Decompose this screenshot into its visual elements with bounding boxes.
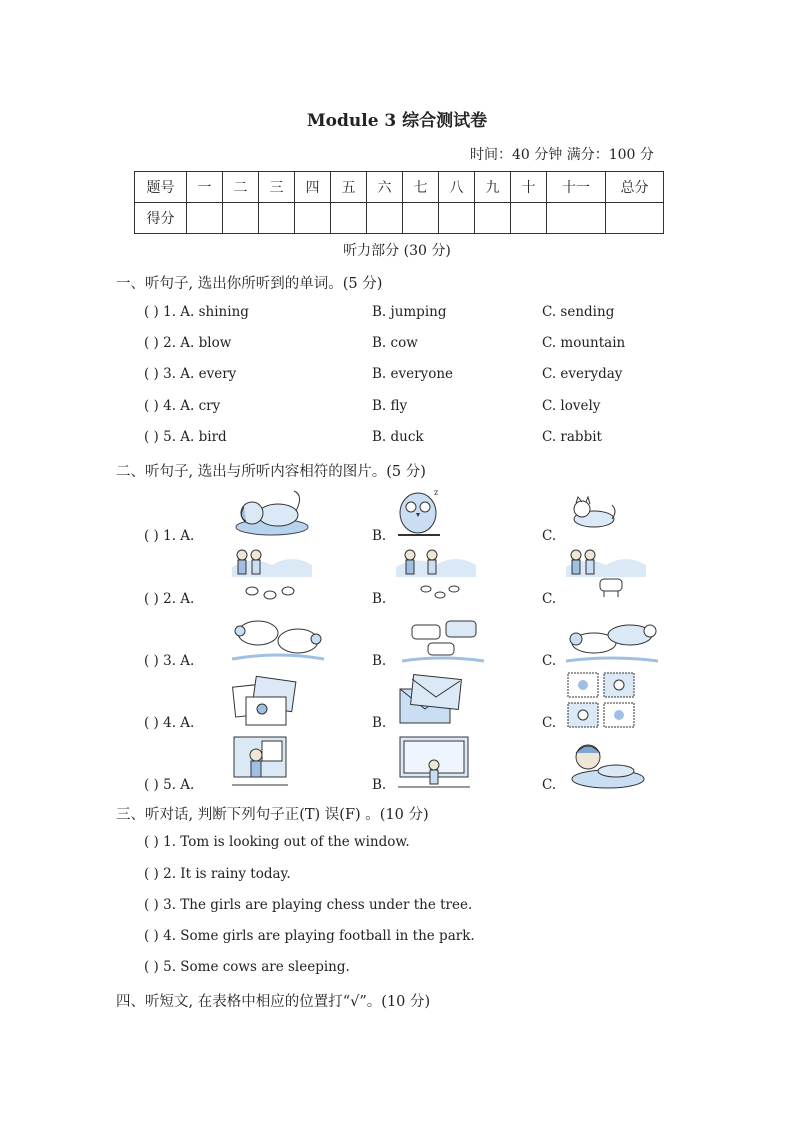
score-input-cell[interactable]: [547, 203, 606, 234]
section2-title: 二、听句子, 选出与所听内容相符的图片。(5 分): [116, 464, 426, 480]
section4-title: 四、听短文, 在表格中相应的位置打“√”。(10 分): [116, 994, 431, 1010]
option-c: C.: [542, 653, 557, 669]
time-and-score-info: 时间：40 分钟 满分：100 分: [470, 147, 654, 163]
option-b: B.: [372, 528, 387, 544]
true-false-item: [144, 834, 704, 854]
option-c: C.: [542, 591, 557, 607]
svg-text:z: z: [434, 488, 439, 497]
question-number: ( ) 2. A. blow: [144, 335, 232, 351]
question-number: ( ) 4. A. cry: [144, 398, 221, 414]
score-input-cell[interactable]: [295, 203, 331, 234]
score-input-cell[interactable]: [511, 203, 547, 234]
option-c: C.: [542, 715, 557, 731]
option-c: C. everyday: [542, 366, 623, 382]
lying-cows-illustration: [566, 611, 658, 665]
score-table-header-row: [135, 172, 664, 203]
true-false-item: [144, 897, 704, 917]
children-with-chicks-illustration: [396, 547, 476, 603]
girl-at-window-illustration: [398, 735, 470, 791]
children-with-ducks-illustration: [232, 547, 312, 603]
score-header-cell: 七: [403, 172, 439, 203]
question-number: ( ) 5. A.: [144, 777, 195, 793]
score-row-label: 得分: [135, 203, 187, 234]
question-number: ( ) 3. A. every: [144, 366, 237, 382]
score-header-cell: 九: [475, 172, 511, 203]
score-header-cell: 四: [295, 172, 331, 203]
option-b: B. jumping: [372, 304, 447, 320]
question-number: ( ) 1. A. shining: [144, 304, 249, 320]
question-number: ( ) 2. A.: [144, 591, 195, 607]
statement-text: ( ) 1. Tom is looking out of the window.: [144, 834, 410, 850]
score-input-cell[interactable]: [367, 203, 403, 234]
girl-lying-on-cloud-illustration: [566, 735, 646, 791]
question-number: ( ) 4. A.: [144, 715, 195, 731]
statement-text: ( ) 2. It is rainy today.: [144, 866, 291, 882]
option-c: C.: [542, 528, 557, 544]
score-header-cell: 总分: [606, 172, 664, 203]
score-header-cell: 一: [187, 172, 223, 203]
true-false-item: [144, 928, 704, 948]
question-row: [144, 366, 704, 386]
option-b: B.: [372, 715, 387, 731]
sleeping-dog-illustration: [232, 487, 310, 537]
statement-text: ( ) 3. The girls are playing chess under the tree.: [144, 897, 473, 913]
option-c: C. lovely: [542, 398, 601, 414]
question-row: [144, 429, 704, 449]
score-input-cell[interactable]: [187, 203, 223, 234]
statement-text: ( ) 4. Some girls are playing football in the park.: [144, 928, 475, 944]
score-header-cell: 二: [223, 172, 259, 203]
score-table-score-row: [135, 203, 664, 234]
score-header-cell: 十一: [547, 172, 606, 203]
score-input-cell[interactable]: [223, 203, 259, 234]
option-b: B. duck: [372, 429, 424, 445]
option-b: B. everyone: [372, 366, 453, 382]
listening-part-header: 听力部分 (30 分): [343, 243, 451, 259]
cows-and-horses-illustration: [402, 611, 484, 665]
statement-text: ( ) 5. Some cows are sleeping.: [144, 959, 350, 975]
option-c: C.: [542, 777, 557, 793]
photos-illustration: [232, 673, 298, 729]
score-input-cell[interactable]: [259, 203, 295, 234]
sleeping-cat-illustration: [566, 489, 618, 533]
option-c: C. rabbit: [542, 429, 602, 445]
true-false-item: [144, 959, 704, 979]
score-table: [134, 171, 664, 234]
question-number: ( ) 5. A. bird: [144, 429, 227, 445]
question-number: ( ) 3. A.: [144, 653, 195, 669]
question-number: ( ) 1. A.: [144, 528, 195, 544]
envelopes-illustration: [396, 673, 464, 729]
option-b: B. fly: [372, 398, 408, 414]
score-input-cell[interactable]: [403, 203, 439, 234]
page-title: Module 3 综合测试卷: [306, 111, 488, 131]
question-row: [144, 304, 704, 324]
owl-illustration: [396, 485, 444, 541]
score-input-cell[interactable]: [606, 203, 664, 234]
question-row: [144, 398, 704, 418]
question-row: [144, 335, 704, 355]
option-b: B.: [372, 777, 387, 793]
stamps-illustration: [566, 671, 638, 729]
true-false-item: [144, 866, 704, 886]
option-c: C. sending: [542, 304, 615, 320]
score-header-cell: 六: [367, 172, 403, 203]
section1-title: 一、听句子, 选出你所听到的单词。(5 分): [116, 276, 383, 292]
children-with-cow-illustration: [566, 547, 646, 603]
score-header-cell: 八: [439, 172, 475, 203]
girl-cleaning-room-illustration: [232, 735, 288, 791]
score-header-cell: 题号: [135, 172, 187, 203]
score-header-cell: 十: [511, 172, 547, 203]
section3-title: 三、听对话, 判断下列句子正(T) 误(F) 。(10 分): [116, 807, 429, 823]
option-b: B.: [372, 591, 387, 607]
score-header-cell: 五: [331, 172, 367, 203]
option-b: B.: [372, 653, 387, 669]
sheep-illustration: [232, 611, 324, 665]
score-input-cell[interactable]: [439, 203, 475, 234]
option-c: C. mountain: [542, 335, 626, 351]
score-input-cell[interactable]: [331, 203, 367, 234]
score-header-cell: 三: [259, 172, 295, 203]
option-b: B. cow: [372, 335, 418, 351]
score-input-cell[interactable]: [475, 203, 511, 234]
